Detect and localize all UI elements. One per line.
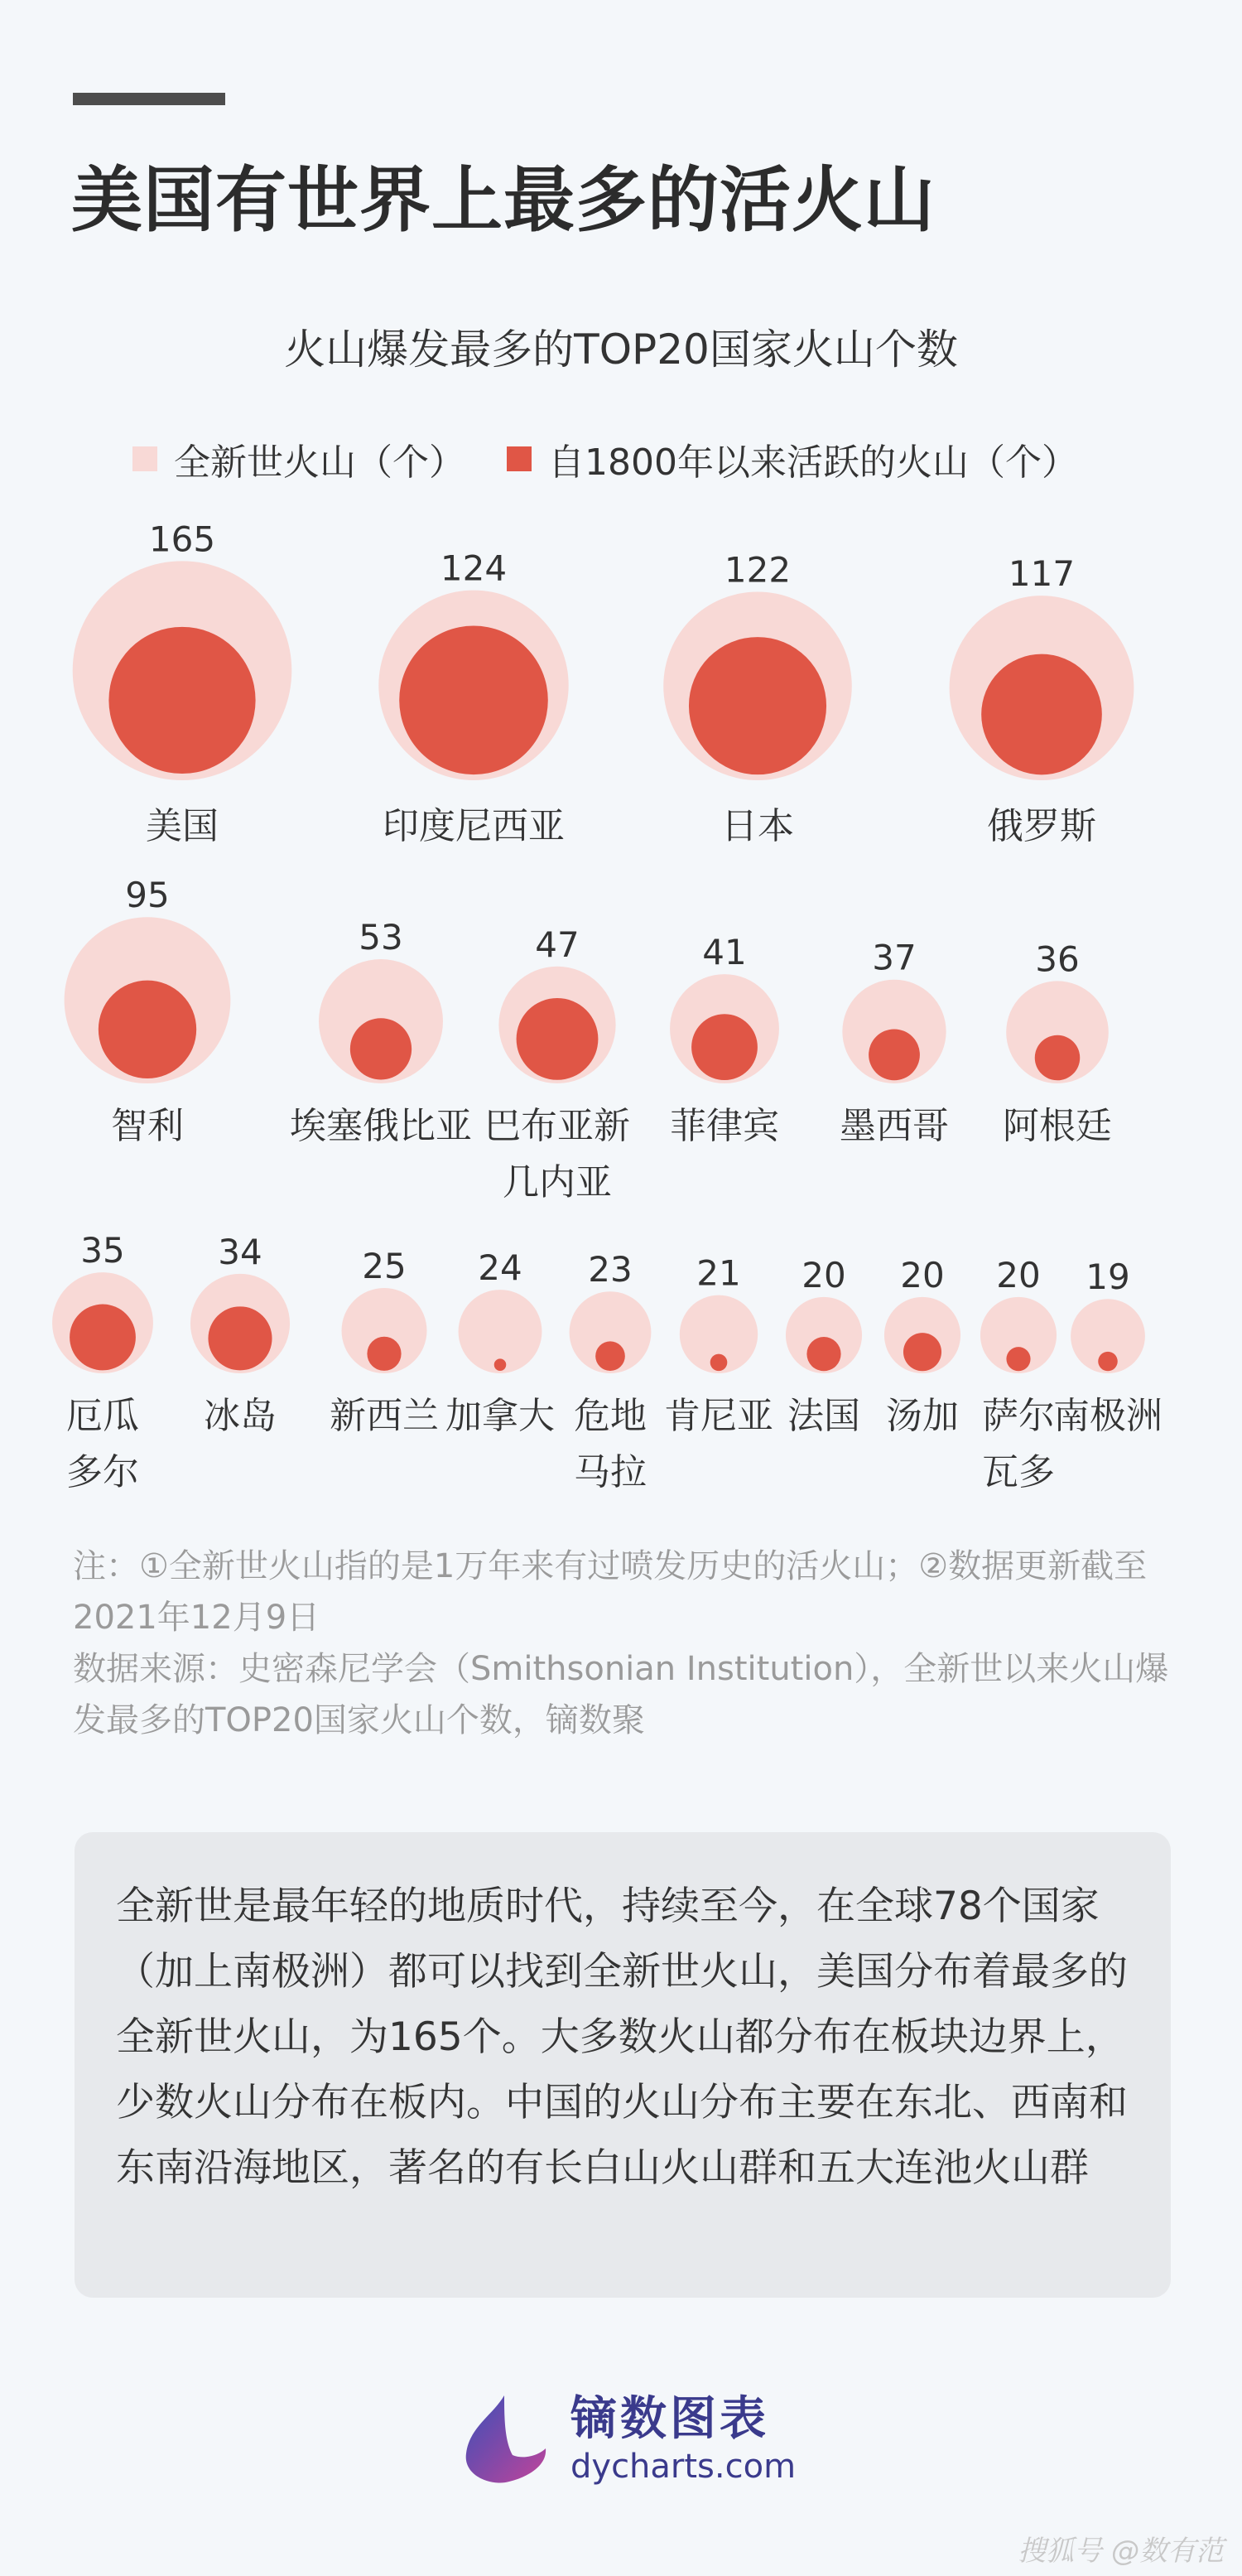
value-label: 34 xyxy=(218,1231,262,1272)
value-label: 20 xyxy=(900,1254,945,1295)
category-label: 冰岛 xyxy=(204,1395,277,1437)
value-label: 95 xyxy=(125,875,170,916)
category-label: 菲律宾 xyxy=(670,1105,779,1147)
category-label: 萨尔 xyxy=(982,1395,1055,1437)
bubble-group xyxy=(663,549,852,847)
category-label: 俄罗斯 xyxy=(987,805,1096,847)
value-label: 20 xyxy=(996,1254,1041,1295)
value-label: 20 xyxy=(802,1254,846,1295)
brand-name: 镝数图表 xyxy=(570,2392,769,2446)
bubble-group xyxy=(664,1253,773,1437)
value-label: 25 xyxy=(362,1246,407,1286)
active-bubble xyxy=(108,627,255,774)
bubble-group xyxy=(290,917,472,1147)
bubble-group xyxy=(190,1232,290,1437)
bubble-group xyxy=(670,932,779,1147)
bubble-group xyxy=(786,1255,862,1437)
watermark: 搜狐号 @数有范 xyxy=(1018,2535,1224,2568)
bubble-chart xyxy=(0,514,1242,1507)
summary-text: 全新世是最年轻的地质时代，持续至今，在全球78个国家（加上南极洲）都可以找到全新世火山，美国分布着最多的全新世火山，为165个。大多数火山都分布在板块边界上，少数火山分布在板内。中国的火山分布主要在东北、西南和东南沿海地区，著名的有长白山火山群和五大连池火山群 xyxy=(116,1884,1128,2191)
category-label: 加拿大 xyxy=(445,1395,555,1437)
category-label: 危地 xyxy=(574,1395,647,1437)
category-label: 日本 xyxy=(721,805,794,847)
category-label: 马拉 xyxy=(574,1451,647,1493)
category-label: 智利 xyxy=(111,1105,184,1147)
value-label: 117 xyxy=(1008,553,1076,595)
value-label: 165 xyxy=(148,519,216,560)
active-bubble xyxy=(903,1333,941,1371)
category-label: 肯尼亚 xyxy=(664,1395,773,1437)
bubble-group xyxy=(484,924,630,1204)
value-label: 53 xyxy=(359,917,403,958)
active-bubble xyxy=(517,998,599,1080)
value-label: 23 xyxy=(588,1249,633,1290)
bubble-group xyxy=(884,1255,960,1437)
legend-label-active: 自1800年以来活跃的火山（个） xyxy=(548,441,1078,484)
active-bubble xyxy=(691,1014,758,1080)
category-label: 墨西哥 xyxy=(840,1105,949,1147)
legend-swatch-active xyxy=(507,446,532,471)
bubble-group xyxy=(840,938,949,1147)
active-bubble xyxy=(70,1305,136,1371)
category-label: 美国 xyxy=(146,805,219,847)
category-label: 新西兰 xyxy=(330,1395,439,1437)
active-bubble xyxy=(494,1358,507,1371)
active-bubble xyxy=(595,1341,625,1371)
chart-notes xyxy=(73,1541,1182,1746)
butterfly-icon xyxy=(460,2390,552,2488)
category-label: 几内亚 xyxy=(503,1161,612,1204)
legend-swatch-holocene xyxy=(132,446,157,471)
active-bubble xyxy=(806,1337,840,1371)
value-label: 122 xyxy=(724,549,792,591)
active-bubble xyxy=(710,1354,728,1372)
category-label: 厄瓜 xyxy=(66,1395,139,1437)
bubble-group xyxy=(445,1247,555,1437)
active-bubble xyxy=(350,1018,412,1079)
value-label: 37 xyxy=(872,937,917,978)
bubble-group xyxy=(980,1255,1057,1493)
category-label: 汤加 xyxy=(886,1395,959,1437)
category-label: 多尔 xyxy=(66,1451,139,1493)
bubble-group xyxy=(570,1249,652,1493)
category-label: 埃塞俄比亚 xyxy=(290,1105,472,1147)
bubble-group xyxy=(330,1246,439,1437)
value-label: 47 xyxy=(535,924,580,965)
title-accent-bar xyxy=(73,93,225,105)
active-bubble xyxy=(869,1029,920,1080)
bubble-group xyxy=(378,548,568,847)
value-label: 24 xyxy=(478,1247,522,1289)
active-bubble xyxy=(981,654,1102,775)
chart-legend xyxy=(132,432,1078,485)
bubble-group xyxy=(1003,938,1112,1147)
category-label: 瓦多 xyxy=(982,1451,1055,1493)
chart-title: 火山爆发最多的TOP20国家火山个数 xyxy=(284,326,958,374)
active-bubble xyxy=(1098,1352,1117,1371)
value-label: 21 xyxy=(696,1252,741,1294)
value-label: 35 xyxy=(80,1230,125,1271)
bubble-group xyxy=(950,553,1134,847)
value-label: 36 xyxy=(1035,938,1080,980)
page-title: 美国有世界上最多的活火山 xyxy=(71,159,936,242)
bubble-group xyxy=(52,1230,153,1493)
active-bubble xyxy=(399,626,548,775)
category-label: 阿根廷 xyxy=(1003,1105,1112,1147)
legend-label-holocene: 全新世火山（个） xyxy=(174,441,465,484)
brand-url: dycharts.com xyxy=(570,2448,797,2486)
category-label: 南极洲 xyxy=(1053,1395,1163,1437)
value-label: 124 xyxy=(440,548,508,589)
category-label: 印度尼西亚 xyxy=(383,805,565,847)
value-label: 41 xyxy=(702,932,747,973)
value-label: 19 xyxy=(1086,1257,1130,1298)
brand-logo xyxy=(460,2385,796,2493)
note-definition: 注：①全新世火山指的是1万年来有过喷发历史的活火山；②数据更新截至2021年12月9日 xyxy=(73,1547,1148,1637)
active-bubble xyxy=(1035,1035,1081,1081)
active-bubble xyxy=(367,1337,401,1371)
active-bubble xyxy=(99,981,196,1078)
category-label: 法国 xyxy=(787,1395,860,1437)
active-bubble xyxy=(208,1306,272,1370)
bubble-group xyxy=(73,519,292,847)
bubble-group xyxy=(1053,1257,1163,1437)
summary-box xyxy=(75,1832,1171,2298)
active-bubble xyxy=(1006,1347,1030,1371)
bubble-group xyxy=(65,875,231,1147)
category-label: 巴布亚新 xyxy=(484,1105,630,1147)
active-bubble xyxy=(689,637,826,774)
note-source: 数据来源：史密森尼学会（Smithsonian Institution），全新世以来火山爆发最多的TOP20国家火山个数，镝数聚 xyxy=(73,1650,1169,1739)
